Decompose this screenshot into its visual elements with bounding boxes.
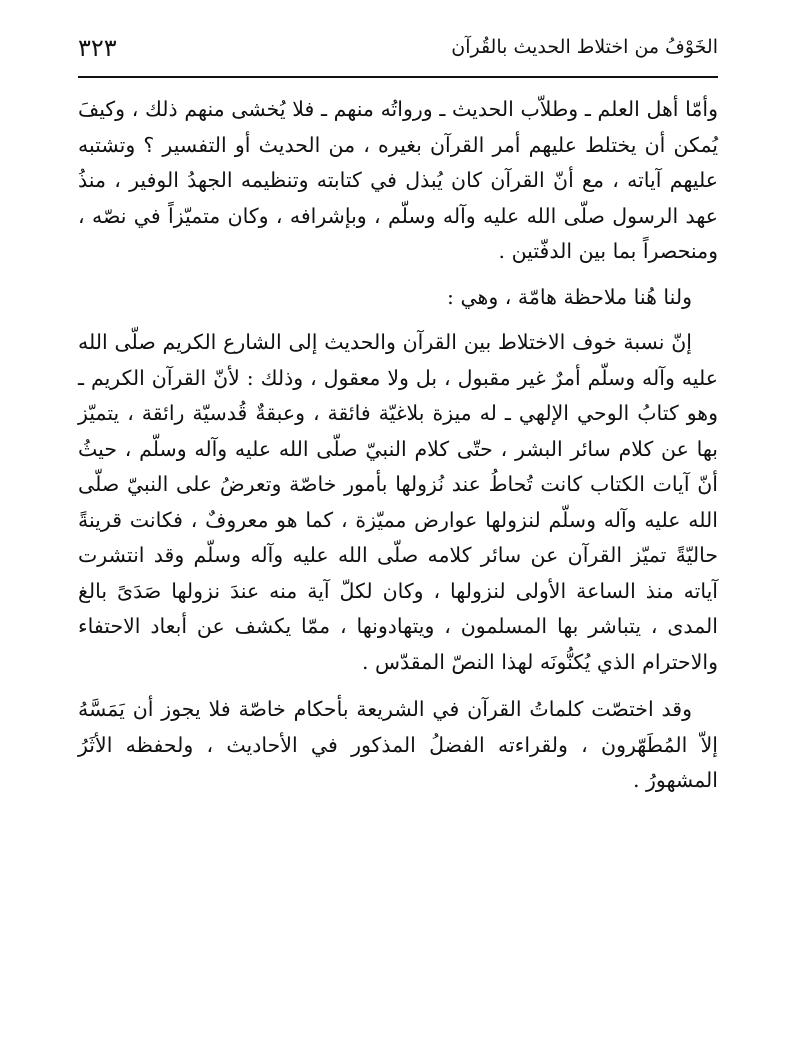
page-number: ٣٢٣ xyxy=(78,34,117,62)
paragraph: إنّ نسبة خوف الاختلاط بين القرآن والحديث إلى الشارع الكريم صلّى الله عليه وآله وسلّم أمرٌ غير مقبول ، بل ولا معقول ، وذلك : لأنّ القرآن الكريم ـ وهو كتابُ الوحي الإلهي ـ له ميزة بلاغيّة فائقة ، وعبقةٌ قُدسيّة رائقة ، يتميّز بها عن كلام سائر البشر ، حتّى كلام النبيّ صلّى الله عليه وآله وسلّم ، حيثُ أنّ آيات الكتاب كانت تُحاطُ عند نُزولها بأمور خاصّة وتعرضُ على النبيّ صلّى الله عليه وآله وسلّم لنزولها عوارض مميّزة ، كما هو معروفٌ ، فكانت قرينةً حاليّةً تميّز القرآن عن سائر كلامه صلّى الله عليه وآله وسلّم وقد انتشرت آياته منذ الساعة الأولى لنزولها ، وكان لكلّ آية منه عندَ نزولها صَدَىً بالغ المدى ، يتباشر بها المسلمون ، ويتهادونها ، ممّا يكشف عن أبعاد الاحتفاء والاحترام الذي يُكنُّونَه لهذا النصّ المقدّس . xyxy=(78,330,718,674)
paragraph: ولنا هُنا ملاحظة هامّة ، وهي : xyxy=(447,284,692,309)
paragraph: وقد اختصّت كلماتُ القرآن في الشريعة بأحكام خاصّة فلا يجوز أن يَمَسَّهُ إلاّ المُطَهّرون ، ولقراءته الفضلُ المذكور في الأحاديث ، ولحفظه الأثَرُ المشهورُ . xyxy=(78,697,718,792)
page-header xyxy=(78,30,718,74)
running-title: الخَوْفُ من اختلاط الحديث بالقُرآن xyxy=(451,36,718,58)
page-body xyxy=(78,92,718,799)
header-rule xyxy=(78,76,718,78)
paragraph: وأمّا أهل العلم ـ وطلاّب الحديث ـ ورواتُه منهم ـ فلا يُخشى منهم ذلك ، وكيفَ يُمكن أن يختلط عليهم أمر القرآن بغيره ، من الحديث أو التفسير ؟ وتشتبه عليهم آياته ، مع أنّ القرآن كان يُبذل في كتابته وتنظيمه الجهدُ الوفير ، منذُ عهد الرسول صلّى الله عليه وآله وسلّم ، وبإشرافه ، وكان متميّزاً في نصّه ، ومنحصراً بما بين الدفّتين . xyxy=(78,97,718,263)
